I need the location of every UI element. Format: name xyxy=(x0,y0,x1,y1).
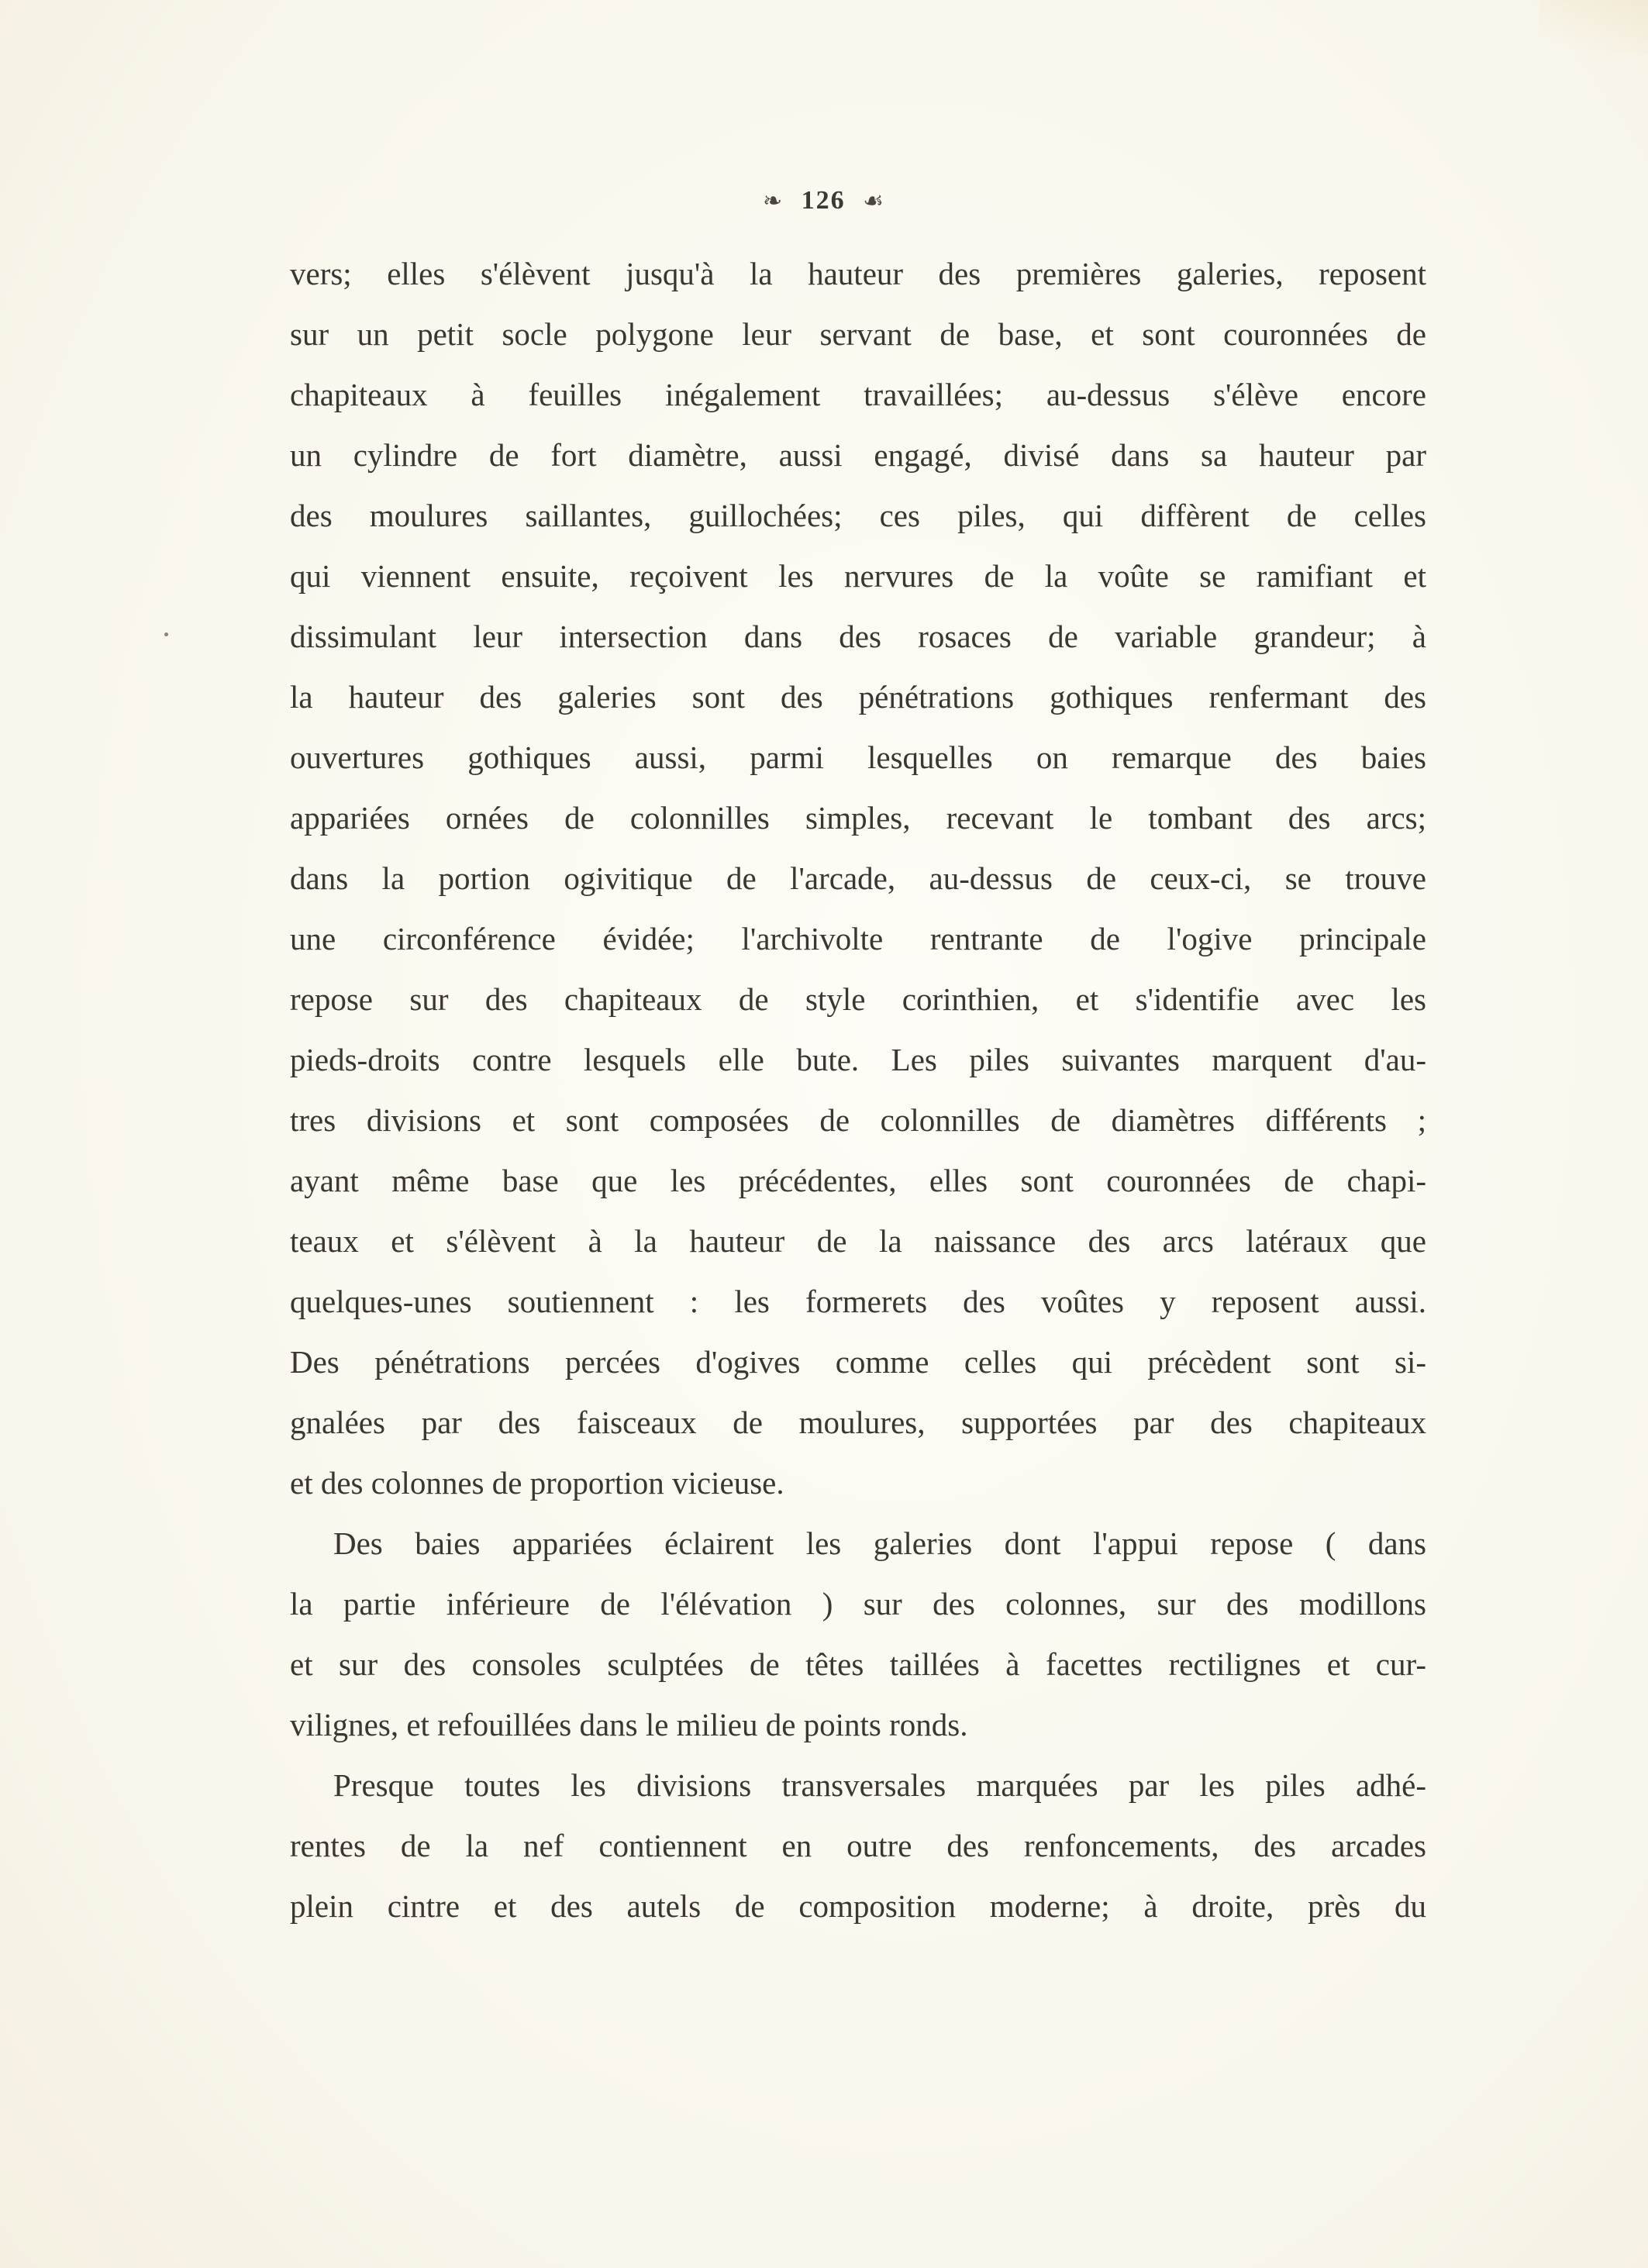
text-line: appariées ornées de colonnilles simples, recevant le tombant des arcs; xyxy=(290,800,1426,836)
text-line: sur un petit socle polygone leur servant de base, et sont couronnées de xyxy=(290,316,1426,352)
text-line: plein cintre et des autels de composition moderne; à droite, près du xyxy=(290,1888,1426,1924)
text-line: tres divisions et sont composées de colonnilles de diamètres différents ; xyxy=(290,1102,1426,1138)
text-line: la partie inférieure de l'élévation ) sur des colonnes, sur des modillons xyxy=(290,1586,1426,1622)
text-line: des moulures saillantes, guillochées; ces piles, qui diffèrent de celles xyxy=(290,498,1426,533)
text-line: Des pénétrations percées d'ogives comme celles qui précèdent sont si- xyxy=(290,1344,1426,1380)
text-line: quelques-unes soutiennent : les formerets des voûtes y reposent aussi. xyxy=(290,1284,1426,1319)
text-line: Presque toutes les divisions transversales marquées par les piles adhé- xyxy=(333,1767,1426,1803)
paragraph xyxy=(290,1755,1426,1936)
text-line: dans la portion ogivitique de l'arcade, au-dessus de ceux-ci, se trouve xyxy=(290,860,1426,896)
text-line: la hauteur des galeries sont des pénétrations gothiques renfermant des xyxy=(290,679,1426,715)
text-line: teaux et s'élèvent à la hauteur de la naissance des arcs latéraux que xyxy=(290,1223,1426,1259)
text-line: Des baies appariées éclairent les galeries dont l'appui repose ( dans xyxy=(333,1525,1426,1561)
text-line: et des colonnes de proportion vicieuse. xyxy=(290,1465,784,1501)
text-line: pieds-droits contre lesquels elle bute. Les piles suivantes marquent d'au- xyxy=(290,1042,1426,1077)
text-line: repose sur des chapiteaux de style corinthien, et s'identifie avec les xyxy=(290,981,1426,1017)
page-header xyxy=(0,184,1648,215)
text-line: dissimulant leur intersection dans des rosaces de variable grandeur; à xyxy=(290,619,1426,654)
text-line: et sur des consoles sculptées de têtes taillées à facettes rectilignes et cur- xyxy=(290,1646,1426,1682)
text-line: chapiteaux à feuilles inégalement travaillées; au-dessus s'élève encore xyxy=(290,377,1426,412)
text-line: rentes de la nef contiennent en outre des renfoncements, des arcades xyxy=(290,1828,1426,1863)
text-line: une circonférence évidée; l'archivolte rentrante de l'ogive principale xyxy=(290,921,1426,956)
text-line: vilignes, et refouillées dans le milieu de points ronds. xyxy=(290,1707,968,1742)
text-line: qui viennent ensuite, reçoivent les nervures de la voûte se ramifiant et xyxy=(290,558,1426,594)
body-text xyxy=(290,243,1426,1936)
paragraph xyxy=(290,1513,1426,1755)
paragraph xyxy=(290,243,1426,1513)
ornament-right-icon: ☙ xyxy=(863,188,886,214)
text-line: ayant même base que les précédentes, elles sont couronnées de chapi- xyxy=(290,1163,1426,1198)
paper-speck xyxy=(164,632,168,636)
text-line: ouvertures gothiques aussi, parmi lesquelles on remarque des baies xyxy=(290,739,1426,775)
text-line: un cylindre de fort diamètre, aussi engagé, divisé dans sa hauteur par xyxy=(290,437,1426,473)
paper-stain xyxy=(1539,0,1648,54)
text-line: gnalées par des faisceaux de moulures, supportées par des chapiteaux xyxy=(290,1405,1426,1440)
ornament-left-icon: ❧ xyxy=(762,188,784,214)
page-number: 126 xyxy=(801,186,846,215)
text-line: vers; elles s'élèvent jusqu'à la hauteur des premières galeries, reposent xyxy=(290,256,1426,291)
